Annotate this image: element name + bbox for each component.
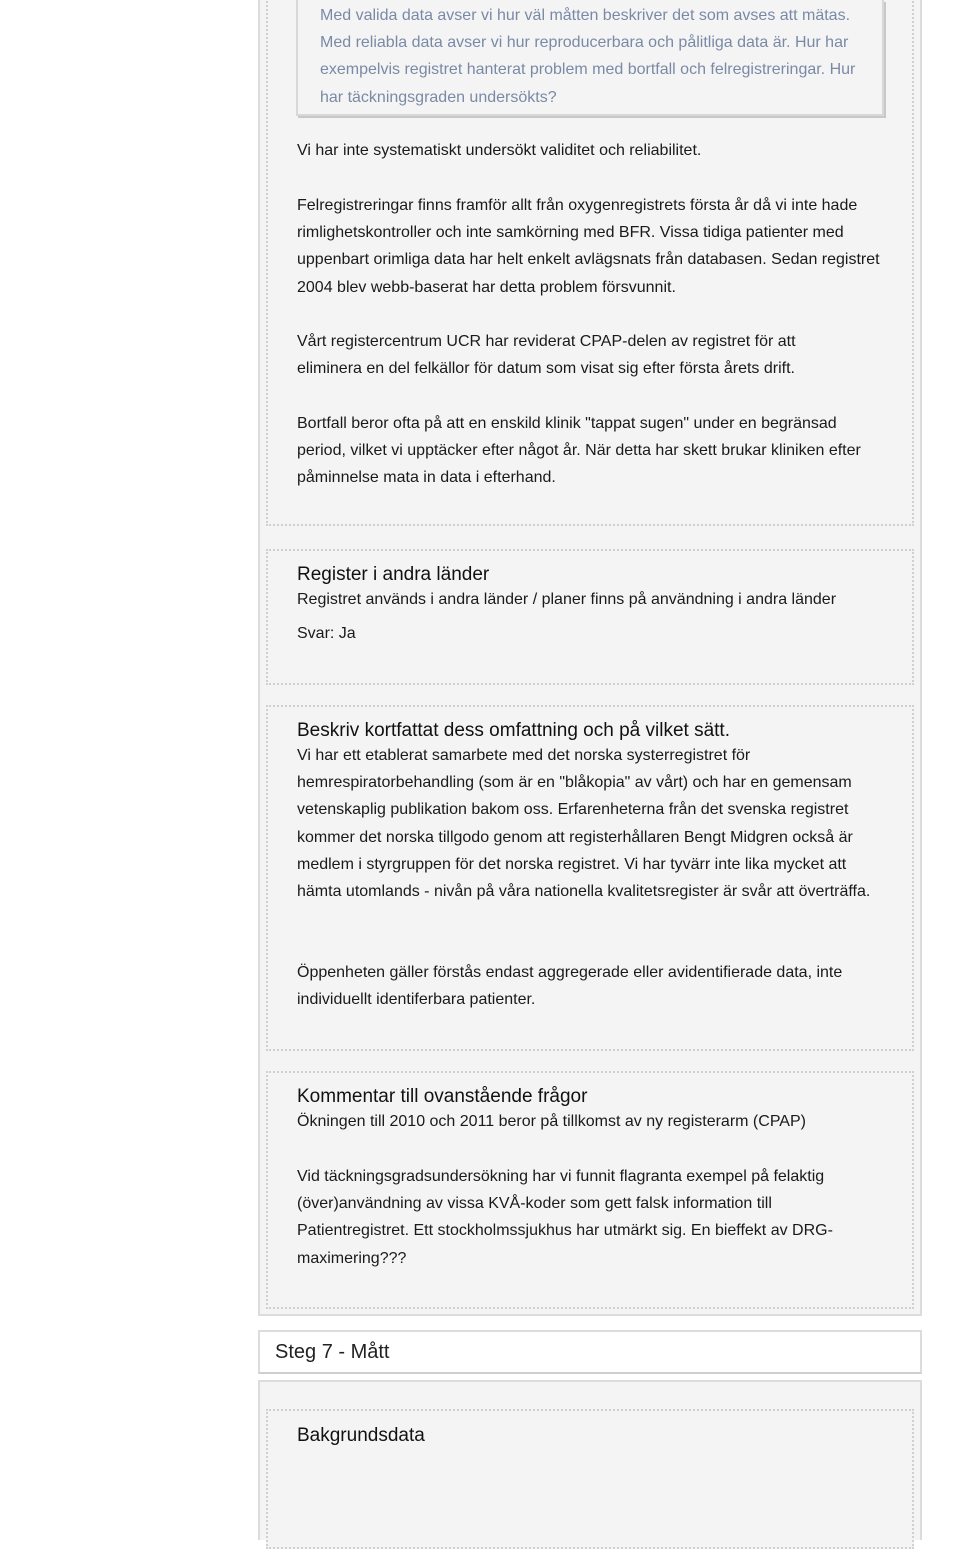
validity-answer-2: Felregistreringar finns framför allt från oxygenregistrets första år då vi inte hade rimlighetskontroller och inte samkörning med BFR. Vissa tidiga patienter med uppenbart orimliga data har helt enkelt avlägsnats från databasen. Sedan registret 2004 blev webb-baserat har detta problem försvunnit. [297,197,880,296]
other-countries-heading: Register i andra länder [297,564,490,585]
validity-answer-4: Bortfall beror ofta på att en enskild klinik "tappat sugen" under en begränsad period, vilket vi upptäcker efter något år. När detta har skett brukar kliniken efter påminnelse mata in data i efterhand. [297,415,861,487]
describe-text-2: Öppenheten gäller förstås endast aggregerade eller avidentifierade data, inte individuellt identiferbara patienter. [297,964,843,1009]
describe-heading: Beskriv kortfattat dess omfattning och på vilket sätt. [297,720,730,741]
other-countries-question: Registret används i andra länder / planer finns på användning i andra länder [297,591,837,608]
help-text-box [296,0,884,116]
background-heading: Bakgrundsdata [297,1425,425,1446]
validity-answer-3: Vårt registercentrum UCR har reviderat CPAP-delen av registret för att eliminera en del felkällor för datum som visat sig efter första årets drift. [297,333,796,378]
comment-text-1: Ökningen till 2010 och 2011 beror på tillkomst av ny registerarm (CPAP) [297,1113,806,1130]
describe-text-1: Vi har ett etablerat samarbete med det norska systerregistret för hemrespiratorbehandling (som är en "blåkopia" av vårt) och har en gemensam vetenskaplig publikation bakom oss. Erfarenheterna från det svenska registret kommer det norska tillgodo genom att registerhållaren Bengt Midgren också är medlem i styrgruppen för det norska registret. Vi har tyvärr inte lika mycket att hämta utomlands - nivån på våra nationella kvalitetsregister är svår att överträffa. [297,747,871,901]
other-countries-answer: Svar: Ja [297,625,356,642]
comment-text-2: Vid täckningsgradsundersökning har vi funnit flagranta exempel på felaktig (över)användning av vissa KVÅ-koder som gett falsk information till Patientregistret. Ett stockholmssjukhus har utmärkt sig. En bieffekt av DRG-maximering??? [297,1168,833,1267]
step-title: Steg 7 - Mått [275,1341,390,1363]
validity-answer-1: Vi har inte systematiskt undersökt validitet och reliabilitet. [297,142,702,159]
step-header [258,1330,922,1374]
help-text: Med valida data avser vi hur väl måtten beskriver det som avses att mätas. Med reliabla data avser vi hur reproducerbara och pålitliga data är. Hur har exempelvis registret hanterat problem med bortfall och felregistreringar. Hur har täckningsgraden undersökts? [320,7,856,106]
comment-heading: Kommentar till ovanstående frågor [297,1086,588,1107]
